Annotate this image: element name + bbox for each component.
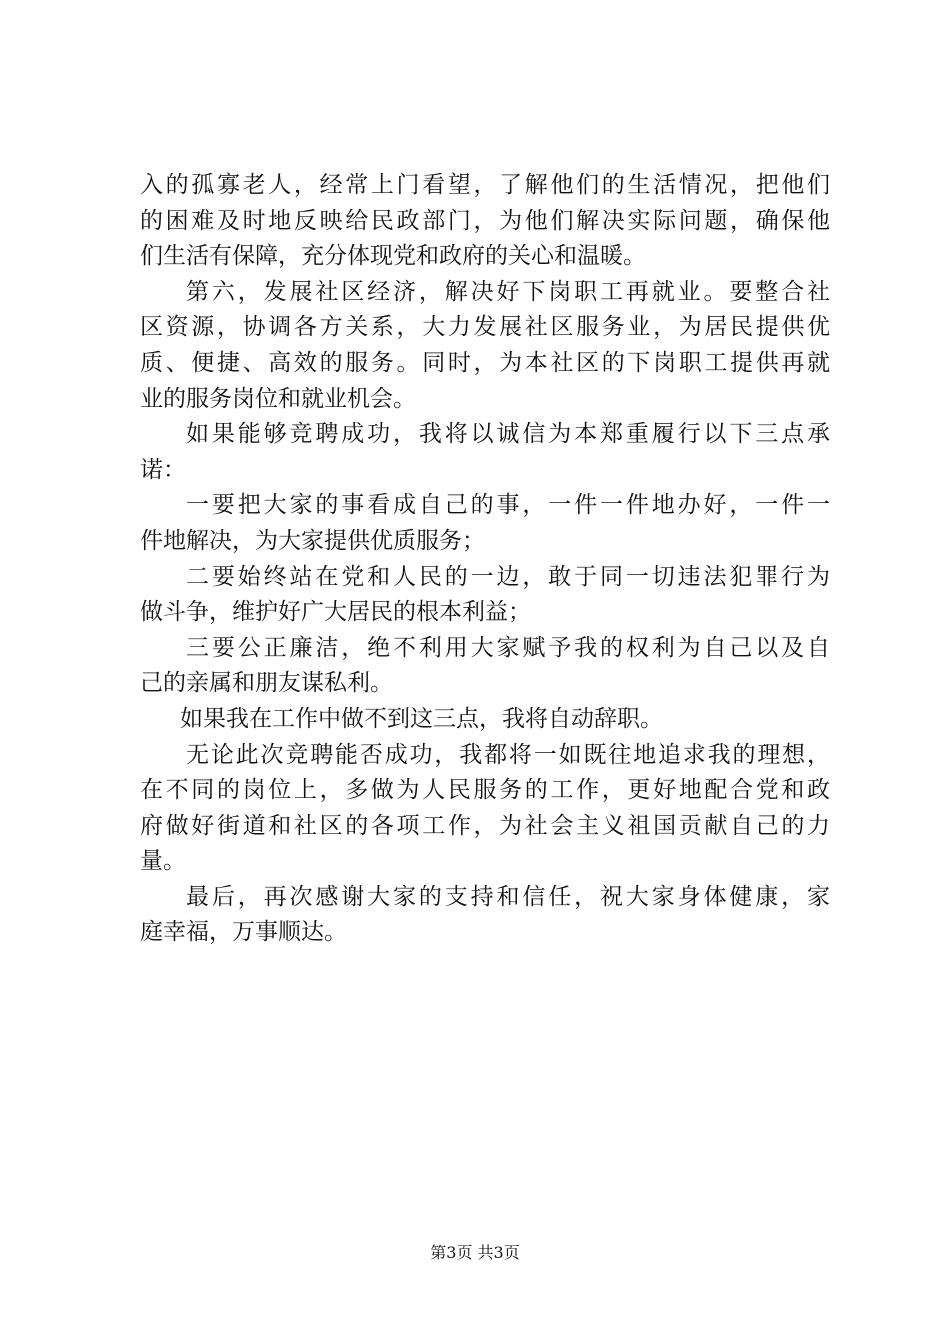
text-line: 最后，再次感谢大家的支持和信任，祝大家身体健康，家 — [186, 883, 830, 910]
text-line: 三要公正廉洁，绝不利用大家赋予我的权利为自己以及自 — [186, 634, 830, 661]
text-line: 府做好街道和社区的各项工作，为社会主义祖国贡献自己的力 — [140, 812, 830, 839]
text-line: 们生活有保障，充分体现党和政府的关心和温暖。 — [140, 243, 646, 270]
text-line: 在不同的岗位上，多做为人民服务的工作，更好地配合党和政 — [140, 777, 830, 804]
paragraph — [140, 560, 830, 631]
text-line: 做斗争，维护好广大居民的根本利益； — [140, 599, 531, 626]
text-line: 二要始终站在党和人民的一边，敢于同一切违法犯罪行为 — [186, 563, 830, 590]
paragraph — [140, 880, 830, 951]
page-footer — [0, 1243, 950, 1263]
text-line: 区资源，协调各方关系，大力发展社区服务业，为居民提供优 — [140, 314, 830, 341]
document-body — [140, 168, 830, 951]
text-line: 件地解决，为大家提供优质服务； — [140, 527, 485, 554]
text-line: 一要把大家的事看成自己的事，一件一件地办好，一件一 — [186, 492, 830, 519]
paragraph — [140, 738, 830, 880]
paragraph — [140, 488, 830, 559]
text-line: 如果能够竞聘成功，我将以诚信为本郑重履行以下三点承 — [186, 421, 830, 448]
text-line: 量。 — [140, 848, 186, 875]
page-number: 第3页 共3页 — [430, 1243, 520, 1262]
text-line: 质、便捷、高效的服务。同时，为本社区的下岗职工提供再就 — [140, 349, 830, 376]
text-line: 无论此次竞聘能否成功，我都将一如既往地追求我的理想， — [186, 741, 830, 768]
text-line: 第六，发展社区经济，解决好下岗职工再就业。要整合社 — [186, 278, 830, 305]
text-line: 入的孤寡老人，经常上门看望，了解他们的生活情况，把他们 — [140, 172, 830, 198]
paragraph — [140, 631, 830, 702]
text-line: 业的服务岗位和就业机会。 — [140, 385, 416, 412]
paragraph — [140, 417, 830, 488]
text-line: 庭幸福，万事顺达。 — [140, 919, 347, 946]
text-line: 己的亲属和朋友谋私利。 — [140, 670, 393, 697]
paragraph — [140, 275, 830, 417]
text-line: 的困难及时地反映给民政部门，为他们解决实际问题，确保他 — [140, 207, 830, 234]
paragraph — [140, 702, 830, 738]
paragraph — [140, 168, 830, 275]
text-line: 诺： — [140, 456, 186, 483]
text-line: 如果我在工作中做不到这三点，我将自动辞职。 — [180, 705, 663, 732]
